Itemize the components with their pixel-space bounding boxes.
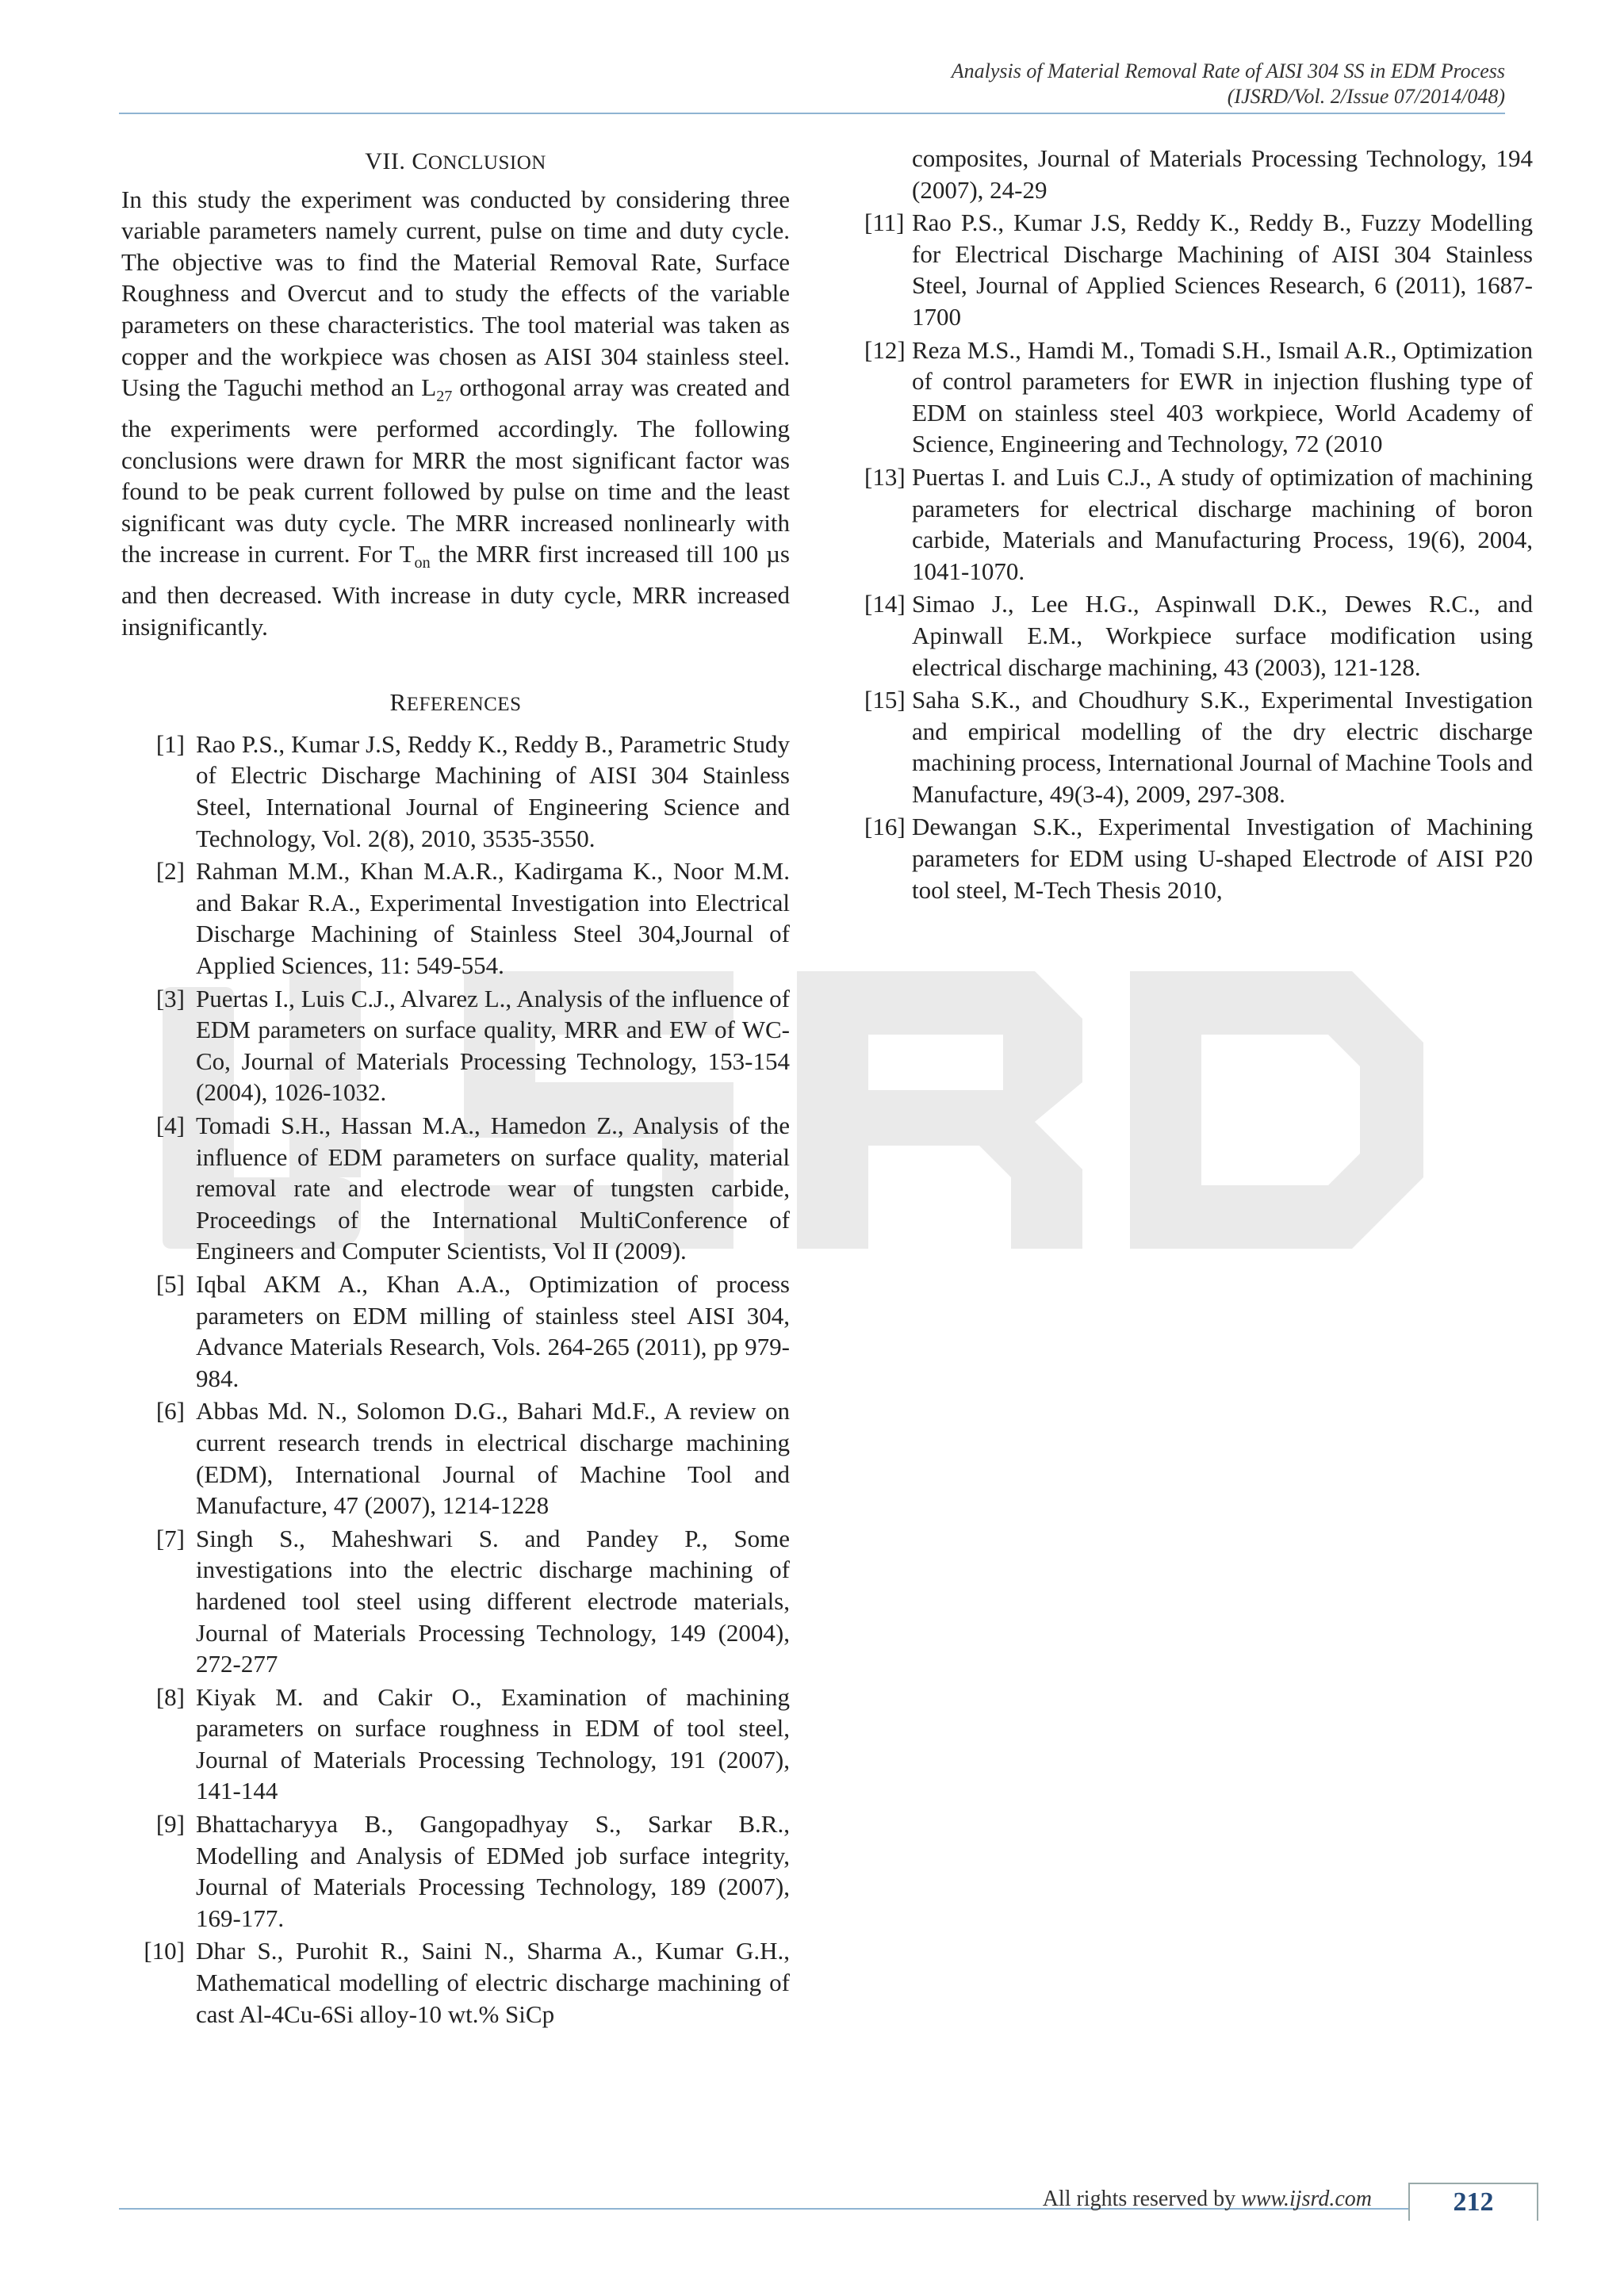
subscript-on: on <box>414 554 431 572</box>
reference-item <box>121 1110 790 1267</box>
reference-text: Dhar S., Purohit R., Saini N., Sharma A., Kumar G.H., Mathematical modelling of electric discharge machining of cast Al-4Cu-6Si alloy-10 wt.% SiCp <box>196 1937 790 2028</box>
reference-text: Saha S.K., and Choudhury S.K., Experimental Investigation and empirical modelling of the dry electric discharge machining process, International Journal of Machine Tools and Manufacture, 49(3-4), 2009, 297-308. <box>912 686 1533 808</box>
reference-item <box>121 729 790 854</box>
references-initial: R <box>389 688 407 717</box>
rights-text: All rights reserved by <box>1042 2187 1242 2211</box>
reference-number: [12] <box>864 335 906 364</box>
reference-item <box>864 811 1533 905</box>
reference-item <box>121 1808 790 1934</box>
reference-number: [9] <box>155 1810 185 1839</box>
section-number: VII. <box>365 148 406 174</box>
reference-item <box>121 983 790 1108</box>
reference-number: [15] <box>864 686 906 714</box>
section-title-initial: C <box>412 148 428 174</box>
reference-list-left <box>121 729 790 2030</box>
reference-item <box>121 1269 790 1394</box>
left-column <box>121 143 790 2031</box>
reference-text: Rao P.S., Kumar J.S, Reddy K., Reddy B., Parametric Study of Electric Discharge Machining of AISI 304 Stainless Steel, International Journal of Engineering Science and Technology, Vol. 2(8), 2010, 3535-3550. <box>196 729 790 852</box>
reference-text: Bhattacharyya B., Gangopadhyay S., Sarkar B.R., Modelling and Analysis of EDMed job surface integrity, Journal of Materials Processing Technology, 189 (2007), 169-177. <box>196 1810 790 1932</box>
reference-text: Abbas Md. N., Solomon D.G., Bahari Md.F., A review on current research trends in electrical discharge machining (EDM), International Journal of Machine Tool and Manufacture, 47 (2007), 1214-1228 <box>196 1397 790 1520</box>
reference-item <box>864 588 1533 683</box>
reference-number: [5] <box>155 1269 185 1298</box>
reference-item <box>121 855 790 981</box>
reference-text: Dewangan S.K., Experimental Investigation of Machining parameters for EDM using U-shaped Electrode of AISI P20 tool steel, M-Tech Thesis 2010, <box>912 813 1533 904</box>
reference-list-right <box>864 207 1533 905</box>
reference-item <box>121 1935 790 2030</box>
reference-number: [11] <box>864 209 905 237</box>
reference-text: Puertas I. and Luis C.J., A study of optimization of machining parameters for electrical discharge machining of boron carbide, Materials and Manufacturing Process, 19(6), 2004, 1041-1070. <box>912 462 1533 585</box>
references-heading <box>121 687 790 721</box>
website-link[interactable]: www.ijsrd.com <box>1241 2187 1372 2211</box>
header-citation: (IJSRD/Vol. 2/Issue 07/2014/048) <box>1227 85 1505 108</box>
header-rule <box>119 113 1505 114</box>
reference-item <box>121 1523 790 1680</box>
page-number: 212 <box>1408 2183 1538 2221</box>
references-rest: EFERENCES <box>406 694 522 716</box>
reference-text: Iqbal AKM A., Khan A.A., Optimization of process parameters on EDM milling of stainless steel AISI 304, Advance Materials Research, Vols. 264-265 (2011), pp 979-984. <box>196 1269 790 1392</box>
reference-number: [10] <box>144 1937 185 1965</box>
reference-text: Reza M.S., Hamdi M., Tomadi S.H., Ismail A.R., Optimization of control parameters for EWR in injection flushing type of EDM on stainless steel 403 workpiece, World Academy of Science, Engineering and Technology, 72 (2010 <box>912 335 1533 458</box>
reference-number: [2] <box>155 857 185 886</box>
reference-item <box>121 1682 790 1807</box>
section-title-rest: ONCLUSION <box>427 152 546 174</box>
conclusion-text-b: orthogonal array was created and the experiments were performed accordingly. The following conclusions were drawn for MRR the most significant factor was found to be peak current followed by pulse on time and the least significant was duty cycle. The MRR increased nonlinearly with the increase in current. For T <box>121 373 790 568</box>
reference-text: Rao P.S., Kumar J.S, Reddy K., Reddy B., Fuzzy Modelling for Electrical Discharge Machining of AISI 304 Stainless Steel, Journal of Applied Sciences Research, 6 (2011), 1687-1700 <box>912 209 1533 331</box>
reference-number: [16] <box>864 813 906 841</box>
reference-10-continued: composites, Journal of Materials Processing Technology, 194 (2007), 24-29 <box>912 144 1533 204</box>
reference-number: [8] <box>155 1682 185 1711</box>
reference-number: [1] <box>155 729 185 758</box>
conclusion-text-a: In this study the experiment was conducted by considering three variable parameters namely current, pulse on time and duty cycle. The objective was to find the Material Removal Rate, Surface Roughness and Overcut and to study the effects of the variable parameters on these characteristics. The tool material was taken as copper and the workpiece was chosen as AISI 304 stainless steel. Using the Taguchi method an L <box>121 185 790 402</box>
reference-text: Singh S., Maheshwari S. and Pandey P., Some investigations into the electric discharge machining of hardened tool steel using different electrode materials, Journal of Materials Processing Technology, 149 (2004), 272-277 <box>196 1524 790 1678</box>
right-column <box>864 143 1533 907</box>
subscript-27: 27 <box>436 388 453 406</box>
reference-number: [7] <box>155 1524 185 1552</box>
running-header <box>952 59 1505 109</box>
reference-number: [4] <box>155 1112 185 1139</box>
reference-item <box>864 207 1533 332</box>
reference-text: Puertas I., Luis C.J., Alvarez L., Analysis of the influence of EDM parameters on surface quality, MRR and EW of WC-Co, Journal of Materials Processing Technology, 153-154 (2004), 1026-1032. <box>196 984 790 1107</box>
reference-item <box>864 684 1533 809</box>
footer-rights <box>1043 2187 1372 2212</box>
reference-number: [14] <box>864 590 906 618</box>
reference-number: [3] <box>155 984 185 1012</box>
conclusion-text-c: the MRR first increased till 100 µs and then decreased. With increase in duty cycle, MRR increased insignificantly. <box>121 540 790 641</box>
header-title: Analysis of Material Removal Rate of AISI 304 SS in EDM Process <box>951 59 1505 82</box>
reference-text: Rahman M.M., Khan M.A.R., Kadirgama K., Noor M.M. and Bakar R.A., Experimental Investigation into Electrical Discharge Machining of Stainless Steel 304,Journal of Applied Sciences, 11: 549-554. <box>196 857 790 980</box>
reference-text: Tomadi S.H., Hassan M.A., Hamedon Z., Analysis of the influence of EDM parameters on surface quality, material removal rate and electrode wear of tungsten carbide, Proceedings of the International MultiConference of Engineers and Computer Scientists, Vol II (2009). <box>196 1112 790 1265</box>
conclusion-heading <box>121 146 790 179</box>
reference-number: [6] <box>155 1397 185 1425</box>
reference-text: Simao J., Lee H.G., Aspinwall D.K., Dewes R.C., and Apinwall E.M., Workpiece surface modification using electrical discharge machining, 43 (2003), 121-128. <box>912 590 1533 681</box>
reference-item <box>121 1395 790 1521</box>
reference-item <box>864 335 1533 460</box>
reference-number: [13] <box>864 462 906 491</box>
reference-item <box>864 461 1533 587</box>
reference-text: Kiyak M. and Cakir O., Examination of machining parameters on surface roughness in EDM of tool steel, Journal of Materials Processing Technology, 191 (2007), 141-144 <box>196 1682 790 1805</box>
conclusion-paragraph <box>121 184 790 643</box>
